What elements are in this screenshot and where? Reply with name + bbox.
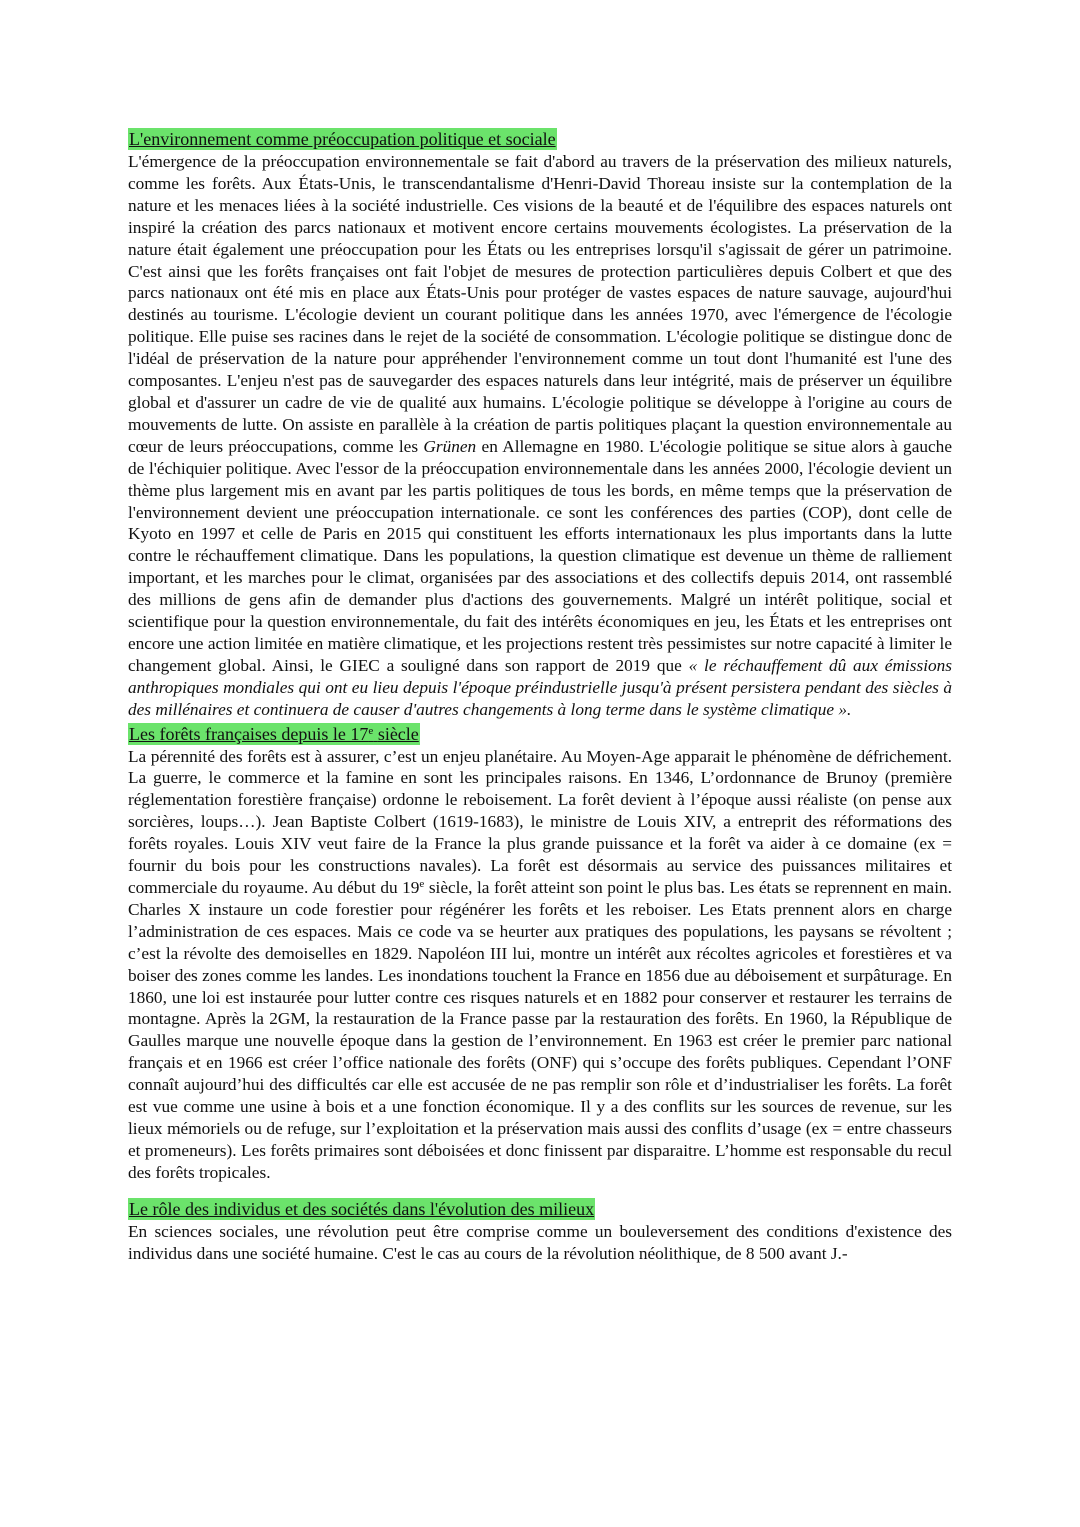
section-individuals-societies: [128, 1198, 952, 1265]
section-paragraph: En sciences sociales, une révolution peut être comprise comme un bouleversement des conditions d'existence des individus dans une société humaine. C'est le cas au cours de la révolution néolithique, de 8 500 avant J.-: [128, 1221, 952, 1263]
section-paragraph: [128, 151, 952, 721]
superscript: e: [419, 878, 425, 890]
section-paragraph: [128, 746, 952, 1184]
section-heading: Le rôle des individus et des sociétés dans l'évolution des milieux: [129, 1198, 595, 1219]
heading-text: siècle: [377, 723, 419, 744]
heading-text: Les forêts françaises depuis le 17: [129, 723, 369, 744]
paragraph-text: L'émergence de la préoccupation environnementale se fait d'abord au travers de la préservation des milieux naturels, comme les forêts. Aux États-Unis, le transcendantalisme d'Henri-David Thoreau insiste sur la contemplation de la nature et les menaces liées à la société industrielle. Ces visions de la beauté et de l'équilibre des espaces naturels ont inspiré la création des parcs nationaux et motivent encore certains mouvements écologistes. La préservation de la nature était également une préoccupation pour les États ou les entreprises lorsqu'il s'agissait de gérer un patrimoine. C'est ainsi que les forêts françaises ont fait l'objet de mesures de protection particulières depuis Colbert et que des parcs nationaux ont été mis en place aux États-Unis pour protéger de vastes espaces de nature sauvage, aujourd'hui destinés au tourisme. L'écologie devient un courant politique dans les années 1970, avec l'émergence de l'écologie politique. Elle puise ses racines dans le rejet de la société de consommation. L'écologie politique se distingue donc de l'idéal de préservation de la nature pour appréhender l'environnement comme un tout dont l'humanité est l'une des composantes. L'enjeu n'est pas de sauvegarder des espaces naturels dans leur intégrité, mais de préserver un équilibre global et d'assurer un cadre de vie de qualité aux humains. L'écologie politique se développe à l'origine au cours de mouvements de lutte. On assiste en parallèle à la création de partis politiques plaçant la question environnementale au cœur de leurs préoccupations, comme les: [128, 152, 952, 456]
paragraph-text: La pérennité des forêts est à assurer, c’est un enjeu planétaire. Au Moyen-Age apparait le phénomène de défrichement. La guerre, le commerce et la famine en sont les principales raisons. En 1346, L’ordonnance de Brunoy (première réglementation forestière française) ordonne le reboisement. La forêt devient à l’époque aussi réaliste (on pense aux sorcières, loups…). Jean Baptiste Colbert (1619-1683), le ministre de Louis XIV, a entreprit des réformations des forêts royales. Louis XIV veut faire de la France la plus grande puissance et la forêt va aider à ce domaine (ex = fournir du bois pour les constructions navales). La forêt est désormais au service des puissances militaires et commerciale du royaume. Au début du 19: [128, 746, 952, 897]
section-environment: [128, 128, 952, 721]
giec-quote: « le réchauffement dû aux émissions anthropiques mondiales qui ont eu lieu depuis l'époque préindustrielle jusqu'à présent persistera pendant des siècles à des millénaires et continuera de causer d'autres changements à long terme dans le système climatique ».: [128, 655, 952, 719]
document-page: [128, 128, 952, 1265]
paragraph-text: siècle, la forêt atteint son point le plus bas. Les états se reprennent en main. Charles X instaure un code forestier pour régénérer les forêts et les reboiser. Les Etats prennent alors en charge l’administration de ces espaces. Mais ce code va se heurter aux pratiques des populations, les paysans se révoltent ; c’est la révolte des demoiselles en 1829. Napoléon III lui, montre un intérêt aux récoltes agricoles et forestières et va boiser des zones comme les landes. Les inondations touchent la France en 1856 due au déboisement et surpâturage. En 1860, une loi est instaurée pour lutter contre ces risques naturels et en 1882 pour conserver et restaurer les terrains de montagne. Après la 2GM, la restauration de la France passe par la restauration des forêts. En 1960, la République de Gaulles marque une nouvelle époque dans la gestion de l’environnement. En 1963 est créer le premier parc national français et en 1966 est créer l’office nationale des forêts (ONF) qui s’occupe des forêts publiques. Cependant l’ONF connaît aujourd’hui des difficultés car elle est accusée de ne pas remplir son rôle et d’industrialiser les forêts. La forêt est vue comme une usine à bois et a une fonction économique. Il y a des conflits sur les sources de revenue, sur les lieux mémoriels ou de refuge, sur l’exploitation et la préservation mais aussi des conflits d’usage (ex = entre chasseurs et promeneurs). Les forêts primaires sont déboisées et donc finissent par disparaitre. L’homme est responsable du recul des forêts tropicales.: [128, 878, 952, 1182]
paragraph-text: en Allemagne en 1980. L'écologie politique se situe alors à gauche de l'échiquier politique. Avec l'essor de la préoccupation environnementale dans les années 2000, l'écologie devient un thème plus largement mis en avant par les partis politiques de tous les bords, en même temps que la préservation de l'environnement devient une préoccupation internationale. ce sont les conférences des parties (COP), dont celle de Kyoto en 1997 et celle de Paris en 2015 qui constituent les efforts internationaux les plus importants dans la lutte contre le réchauffement climatique. Dans les populations, la question climatique est devenue un thème de ralliement important, et les marches pour le climat, organisées par des associations et des collectifs depuis 2014, ont rassemblé des millions de gens afin de demander plus d'actions des gouvernements. Malgré un intérêt politique, social et scientifique pour la question environnementale, du fait des intérêts économiques en jeu, les États et les entreprises ont encore une action limitée en matière climatique, et les projections restent très pessimistes sur notre capacité à limiter le changement global. Ainsi, le GIEC a souligné dans son rapport de 2019 que: [128, 436, 952, 675]
section-heading: L'environnement comme préoccupation politique et sociale: [129, 129, 556, 149]
section-forests: [128, 723, 952, 1184]
italic-term: Grünen: [423, 436, 477, 456]
superscript: e: [368, 724, 374, 737]
section-heading: [128, 723, 420, 745]
